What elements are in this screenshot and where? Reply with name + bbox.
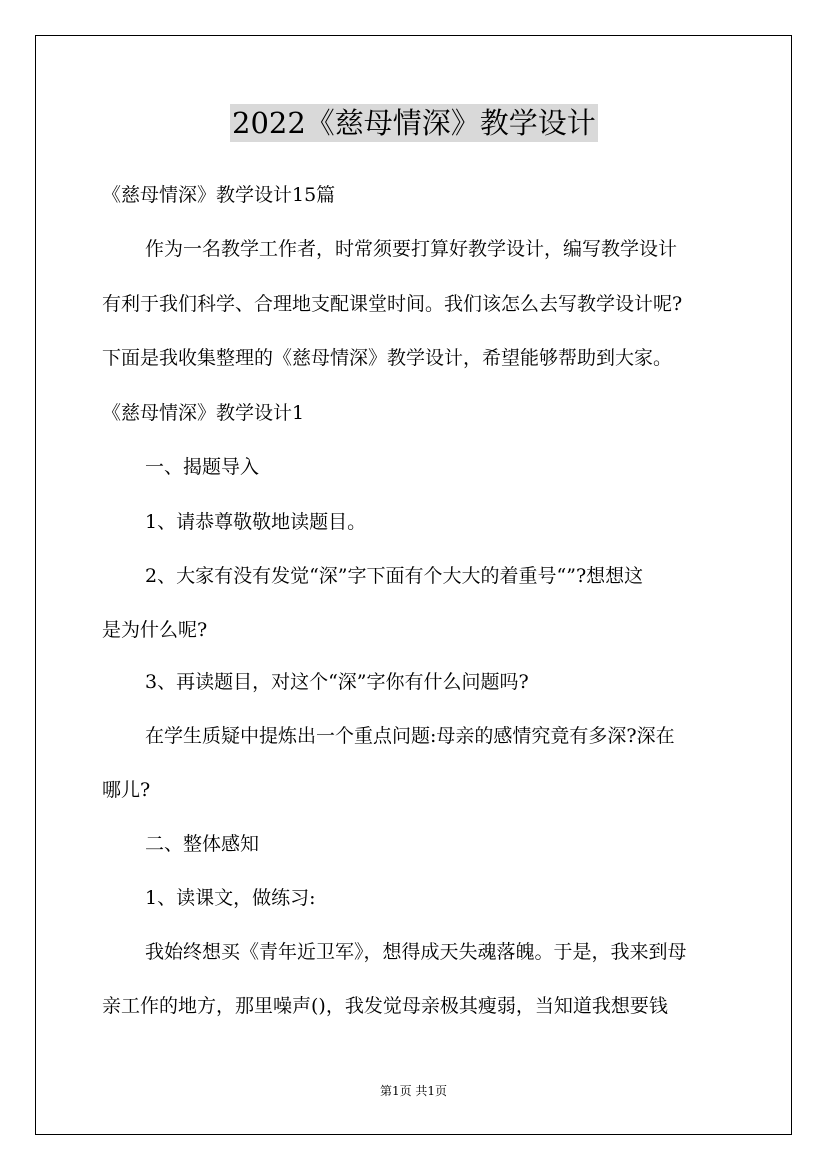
paragraph-line: 下面是我收集整理的《慈母情深》教学设计，希望能够帮助到大家。 xyxy=(102,347,673,369)
section-heading: 一、揭题导入 xyxy=(145,456,260,478)
page-footer: 第1页 共1页 xyxy=(379,1084,448,1098)
document-title: 2022《慈母情深》教学设计 xyxy=(232,106,596,140)
paragraph-line: 哪儿? xyxy=(102,779,151,801)
paragraph-line: 2、大家有没有发觉“深”字下面有个大大的着重号“”?想想这 xyxy=(145,565,644,587)
paragraph-line: 我始终想买《青年近卫军》，想得成天失魂落魄。于是，我来到母 xyxy=(145,941,687,963)
paragraph-line: 3、再读题目，对这个“深”字你有什么问题吗? xyxy=(145,671,529,693)
paragraph-line: 亲工作的地方，那里噪声()，我发觉母亲极其瘦弱，当知道我想要钱 xyxy=(102,995,668,1017)
paragraph-line: 有利于我们科学、合理地支配课堂时间。我们该怎么去写教学设计呢? xyxy=(102,293,683,315)
paragraph-line: 在学生质疑中提炼出一个重点问题:母亲的感情究竟有多深?深在 xyxy=(145,725,675,747)
paragraph-line: 作为一名教学工作者，时常须要打算好教学设计，编写教学设计 xyxy=(145,238,678,260)
subtitle-line: 《慈母情深》教学设计15篇 xyxy=(102,184,336,206)
paragraph-line: 1、读课文，做练习: xyxy=(145,887,316,909)
section-heading: 《慈母情深》教学设计1 xyxy=(102,402,305,424)
paragraph-line: 1、请恭尊敬敬地读题目。 xyxy=(145,511,367,533)
section-heading: 二、整体感知 xyxy=(145,833,260,855)
paragraph-line: 是为什么呢? xyxy=(102,619,208,641)
